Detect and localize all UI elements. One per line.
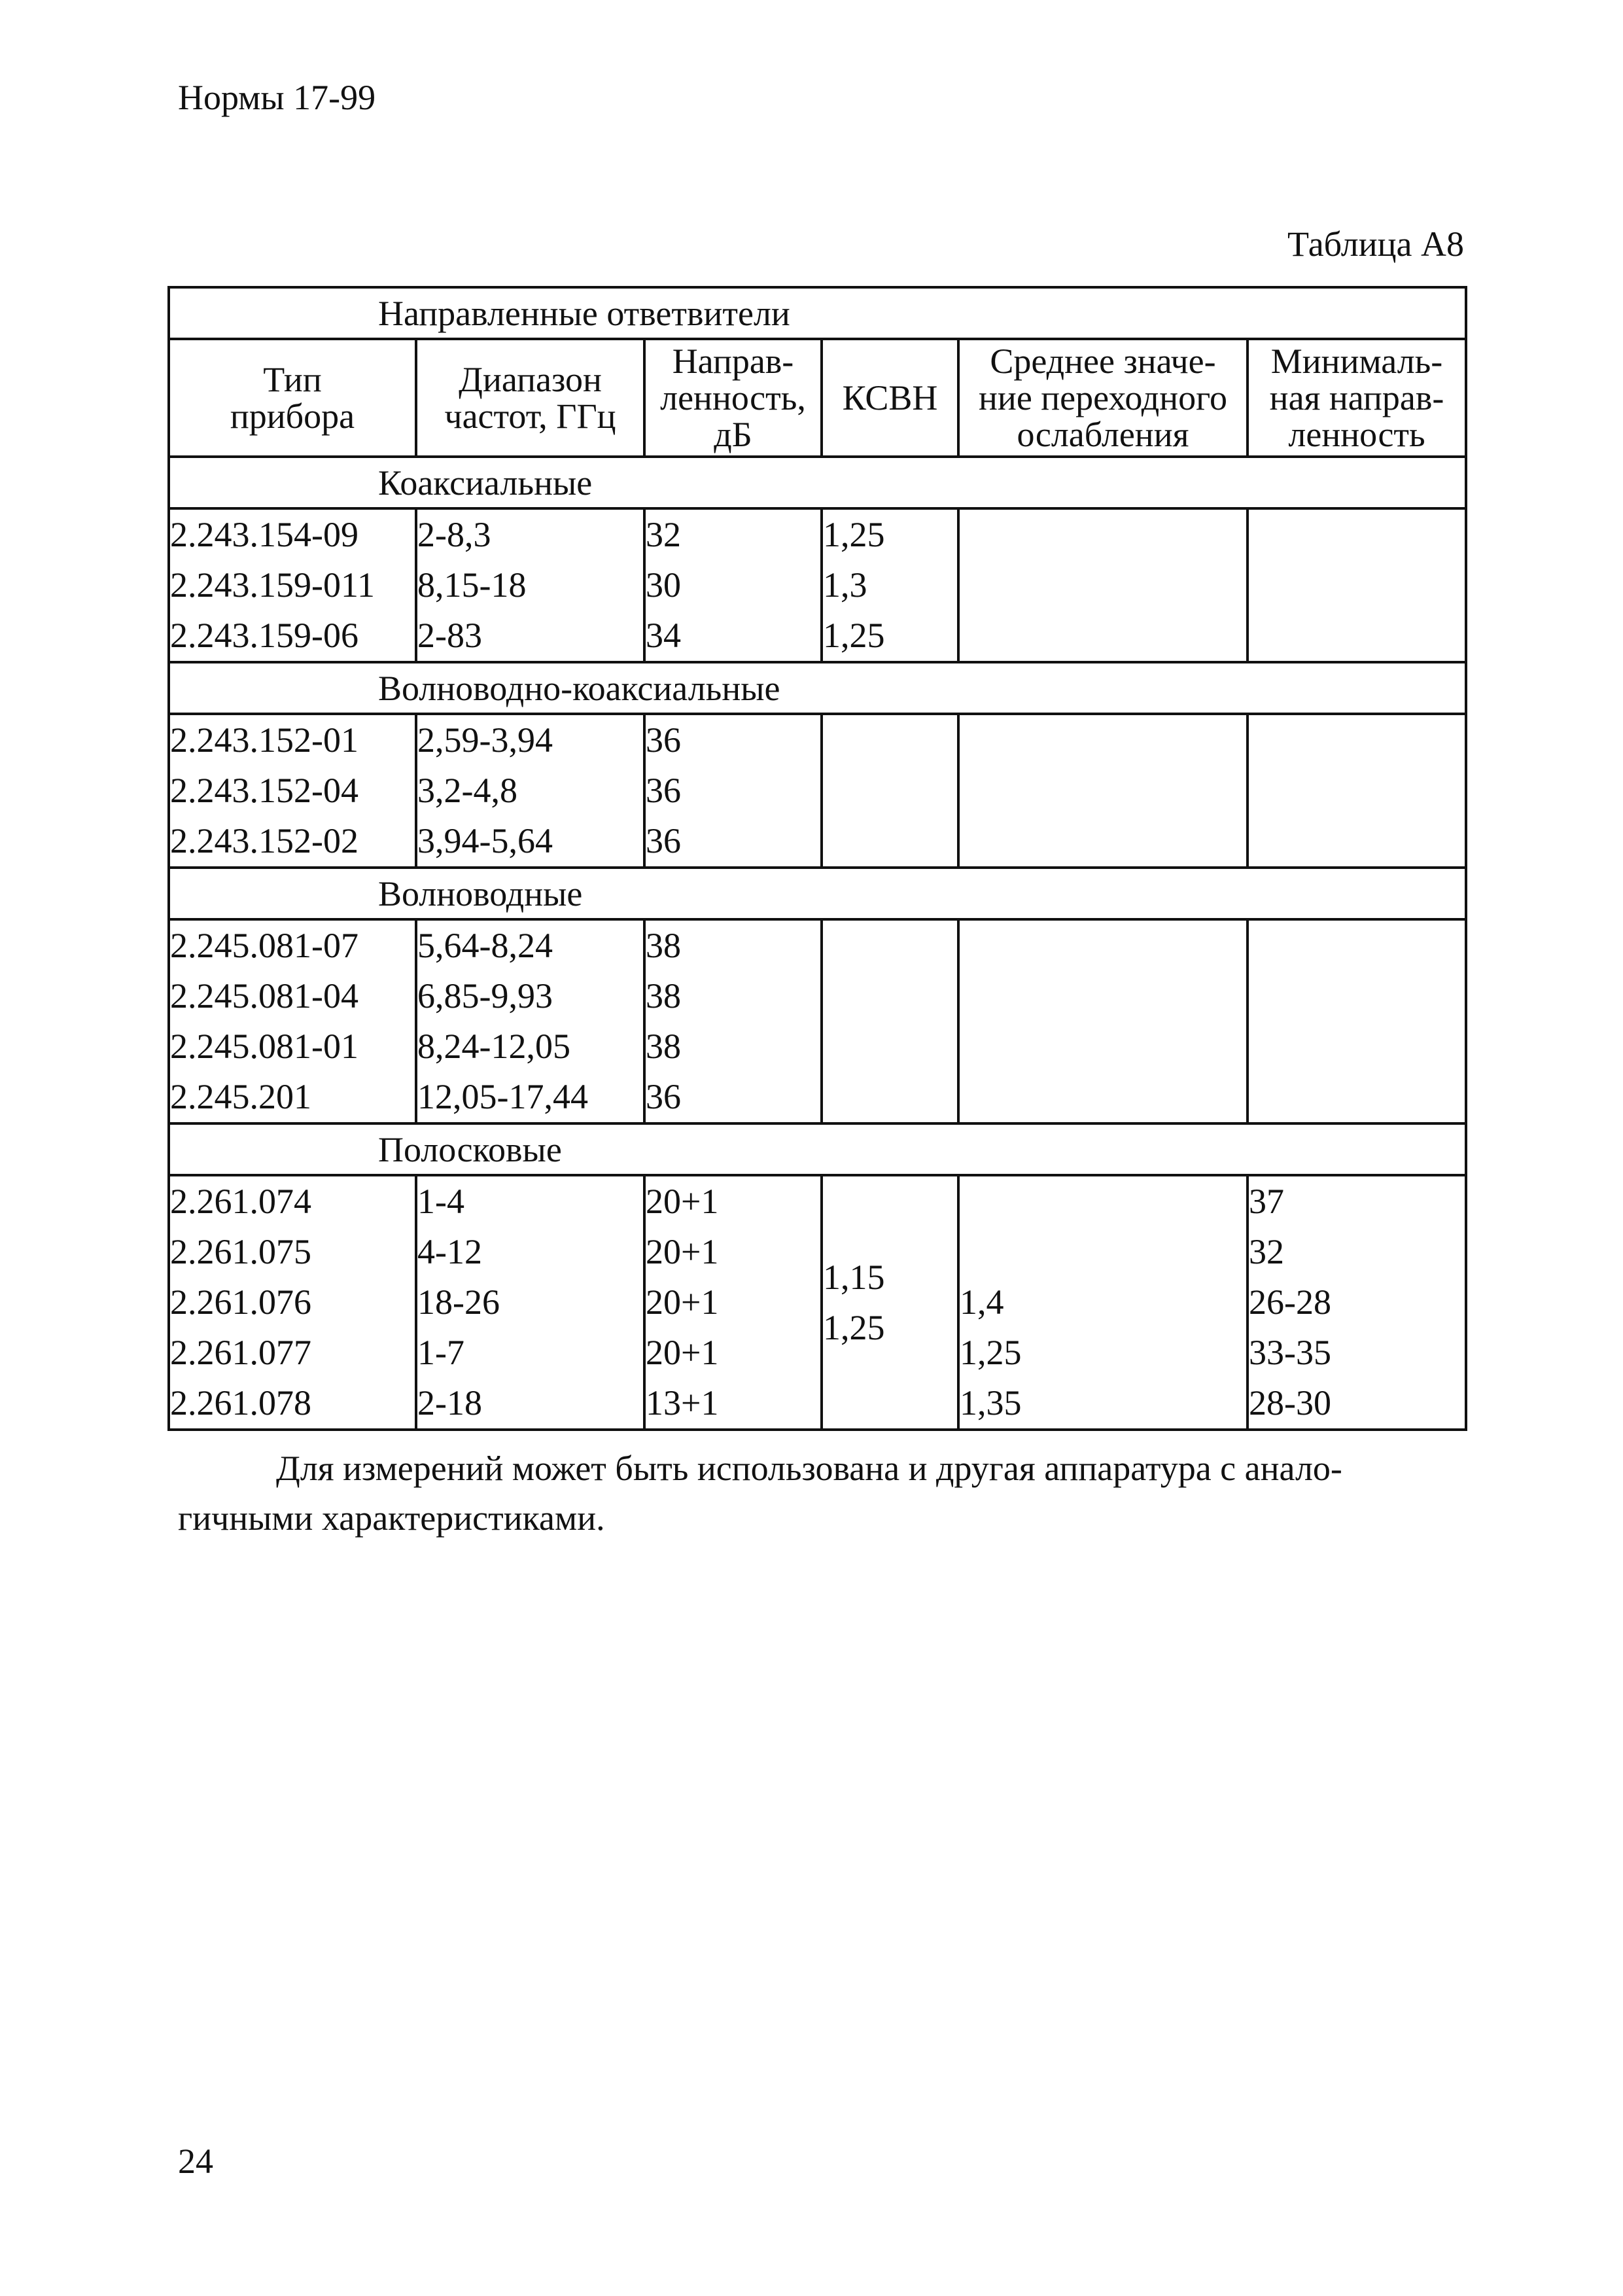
page-number: 24	[178, 2142, 213, 2181]
vswr-cell	[822, 714, 958, 868]
avg-transition-cell	[958, 714, 1248, 868]
type-cell: 2.243.152-01 2.243.152-04 2.243.152-02	[169, 714, 416, 868]
range-cell: 2,59-3,94 3,2-4,8 3,94-5,64	[416, 714, 644, 868]
table-row-group	[169, 508, 1466, 662]
section-stripline: Полосковые	[169, 1123, 1466, 1175]
footnote-line-1: Для измерений может быть использована и другая аппаратура с анало-	[276, 1449, 1342, 1488]
directivity-cell: 38 38 38 36	[644, 919, 822, 1123]
header-avg-transition: Среднее значе- ние переходного ослабления	[958, 339, 1248, 457]
directional-couplers-table	[167, 286, 1467, 1431]
range-cell: 1-4 4-12 18-26 1-7 2-18	[416, 1175, 644, 1430]
table-title: Направленные ответвители	[169, 287, 1466, 339]
header-directivity: Направ- ленность, дБ	[644, 339, 822, 457]
min-directivity-cell	[1248, 508, 1466, 662]
page-header: Нормы 17-99	[178, 78, 376, 117]
table-row-group	[169, 714, 1466, 868]
vswr-cell: 1,25 1,3 1,25	[822, 508, 958, 662]
directivity-cell: 20+1 20+1 20+1 20+1 13+1	[644, 1175, 822, 1430]
header-type: Тип прибора	[169, 339, 416, 457]
section-coaxial: Коаксиальные	[169, 457, 1466, 508]
type-cell: 2.245.081-07 2.245.081-04 2.245.081-01 2.245.201	[169, 919, 416, 1123]
avg-transition-cell: 1,4 1,25 1,35	[958, 1175, 1248, 1430]
section-waveguide: Волноводные	[169, 868, 1466, 919]
table-header-row	[169, 339, 1466, 457]
min-directivity-cell	[1248, 919, 1466, 1123]
section-waveguide-coaxial: Волноводно-коаксиальные	[169, 662, 1466, 714]
type-cell: 2.243.154-09 2.243.159-011 2.243.159-06	[169, 508, 416, 662]
directivity-cell: 32 30 34	[644, 508, 822, 662]
footnote-line-2: гичными характеристиками.	[178, 1498, 605, 1538]
table-caption: Таблица А8	[1287, 224, 1464, 264]
range-cell: 2-8,3 8,15-18 2-83	[416, 508, 644, 662]
vswr-cell	[822, 919, 958, 1123]
type-cell: 2.261.074 2.261.075 2.261.076 2.261.077 2.261.078	[169, 1175, 416, 1430]
header-frequency-range: Диапазон частот, ГГц	[416, 339, 644, 457]
avg-transition-cell	[958, 508, 1248, 662]
table-row-group	[169, 919, 1466, 1123]
header-vswr: КСВН	[822, 339, 958, 457]
min-directivity-cell: 37 32 26-28 33-35 28-30	[1248, 1175, 1466, 1430]
vswr-cell: 1,15 1,25	[822, 1175, 958, 1430]
directivity-cell: 36 36 36	[644, 714, 822, 868]
avg-transition-cell	[958, 919, 1248, 1123]
table-row-group	[169, 1175, 1466, 1430]
footnote	[178, 1443, 1464, 1543]
min-directivity-cell	[1248, 714, 1466, 868]
header-min-directivity: Минималь- ная направ- ленность	[1248, 339, 1466, 457]
range-cell: 5,64-8,24 6,85-9,93 8,24-12,05 12,05-17,44	[416, 919, 644, 1123]
